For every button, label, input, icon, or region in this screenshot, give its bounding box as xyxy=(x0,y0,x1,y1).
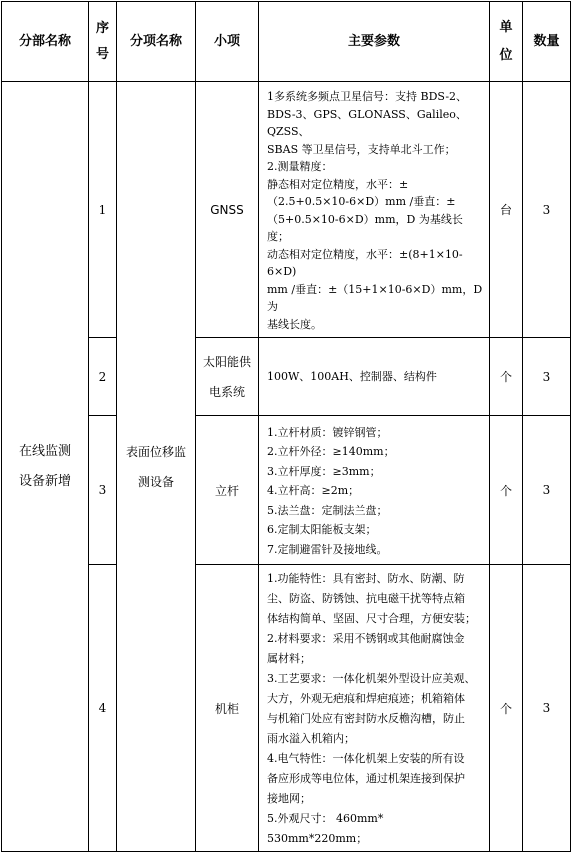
param-line: （5+0.5×10-6×D）mm，D 为基线长度； xyxy=(267,212,463,243)
param-line: BDS-3、GPS、GLONASS、Galileo、QZSS、 xyxy=(267,107,467,138)
qty-cell: 3 xyxy=(523,565,571,852)
division-cell xyxy=(2,82,89,852)
header-qty: 数量 xyxy=(523,2,571,82)
qty-cell: 3 xyxy=(523,338,571,416)
unit-cell: 个 xyxy=(490,338,523,416)
division-line: 设备新增 xyxy=(18,473,71,489)
param-line: mm /垂直：±（15+1×10-6×D）mm，D 为 xyxy=(267,282,483,313)
param-line: 静态相对定位精度，水平：± xyxy=(267,177,409,191)
param-line: 基线长度。 xyxy=(267,317,322,331)
seq-cell: 3 xyxy=(89,416,117,565)
item-cell: 机柜 xyxy=(196,565,259,852)
param-line: 属材料； xyxy=(267,652,311,665)
param-line: 大方，外观无疤痕和焊疤痕迹；机箱箱体 xyxy=(267,692,465,705)
param-line: 4.电气特性：一体化机架上安装的所有设 xyxy=(267,752,465,765)
item-cell: 立杆 xyxy=(196,416,259,565)
header-item: 小项 xyxy=(196,2,259,82)
seq-cell: 2 xyxy=(89,338,117,416)
item-line: 太阳能供 xyxy=(202,354,251,369)
param-line: 2.立杆外径：≥140mm； xyxy=(267,445,395,459)
param-line: 1.功能特性：具有密封、防水、防潮、防 xyxy=(267,572,465,585)
param-line: 100W、100AH、控制器、结构件 xyxy=(267,369,437,383)
seq-cell: 1 xyxy=(89,82,117,338)
header-params: 主要参数 xyxy=(259,2,490,82)
item-cell xyxy=(196,338,259,416)
params-cell xyxy=(259,565,490,852)
param-line: 3.工艺要求：一体化机架外型设计应美观、 xyxy=(267,672,476,685)
header-division: 分部名称 xyxy=(2,2,89,82)
item-cell: GNSS xyxy=(196,82,259,338)
param-line: 备应形成等电位体，通过机架连接到保护 xyxy=(267,772,465,785)
param-line: SBAS 等卫星信号，支持单北斗工作； xyxy=(267,142,456,156)
param-line: 动态相对定位精度，水平：±(8+1×10-6×D) xyxy=(267,247,463,278)
equipment-table xyxy=(1,1,571,852)
param-line: 5.法兰盘：定制法兰盘； xyxy=(267,503,388,517)
subitem-cell xyxy=(117,82,196,852)
header-row xyxy=(2,2,571,82)
param-line: 体结构简单、坚固、尺寸合理，方便安装； xyxy=(267,612,476,625)
param-line: 1多系统多频点卫星信号：支持 BDS-2、 xyxy=(267,90,468,103)
param-line: 1.立杆材质：镀锌钢管； xyxy=(267,425,388,439)
item-line: 电系统 xyxy=(208,384,245,399)
param-line: 2.材料要求：采用不锈钢或其他耐腐蚀金 xyxy=(267,632,465,645)
header-unit: 单位 xyxy=(490,2,523,82)
qty-cell: 3 xyxy=(523,416,571,565)
division-line: 在线监测 xyxy=(18,443,71,459)
unit-cell: 个 xyxy=(490,416,523,565)
param-line: 3.立杆厚度：≥3mm； xyxy=(267,464,381,478)
seq-cell: 4 xyxy=(89,565,117,852)
header-subitem-name: 分项名称 xyxy=(117,2,196,82)
param-line: 与机箱门处应有密封防水反檐沟槽，防止 xyxy=(267,712,465,725)
param-line: 尘、防盗、防锈蚀、抗电磁干扰等特点箱 xyxy=(267,592,465,605)
unit-cell: 个 xyxy=(490,565,523,852)
param-line: 接地网； xyxy=(267,792,311,805)
unit-cell: 台 xyxy=(490,82,523,338)
table-row xyxy=(2,82,571,338)
subitem-line: 测设备 xyxy=(137,474,174,489)
qty-cell: 3 xyxy=(523,82,571,338)
param-line: 雨水溢入机箱内； xyxy=(267,732,355,745)
params-cell xyxy=(259,416,490,565)
subitem-line: 表面位移监 xyxy=(125,444,186,459)
header-seq: 序号 xyxy=(89,2,117,82)
param-line: 7.定制避雷针及接地线。 xyxy=(267,542,388,556)
param-line: 5.外观尺寸： 460mm* 530mm*220mm； xyxy=(267,812,384,845)
param-line: （2.5+0.5×10-6×D）mm /垂直：± xyxy=(267,195,456,208)
param-line: 6.定制太阳能板支架； xyxy=(267,523,377,537)
param-line: 2.测量精度： xyxy=(267,160,333,173)
params-cell xyxy=(259,82,490,338)
params-cell xyxy=(259,338,490,416)
param-line: 4.立杆高：≥2m； xyxy=(267,484,360,498)
